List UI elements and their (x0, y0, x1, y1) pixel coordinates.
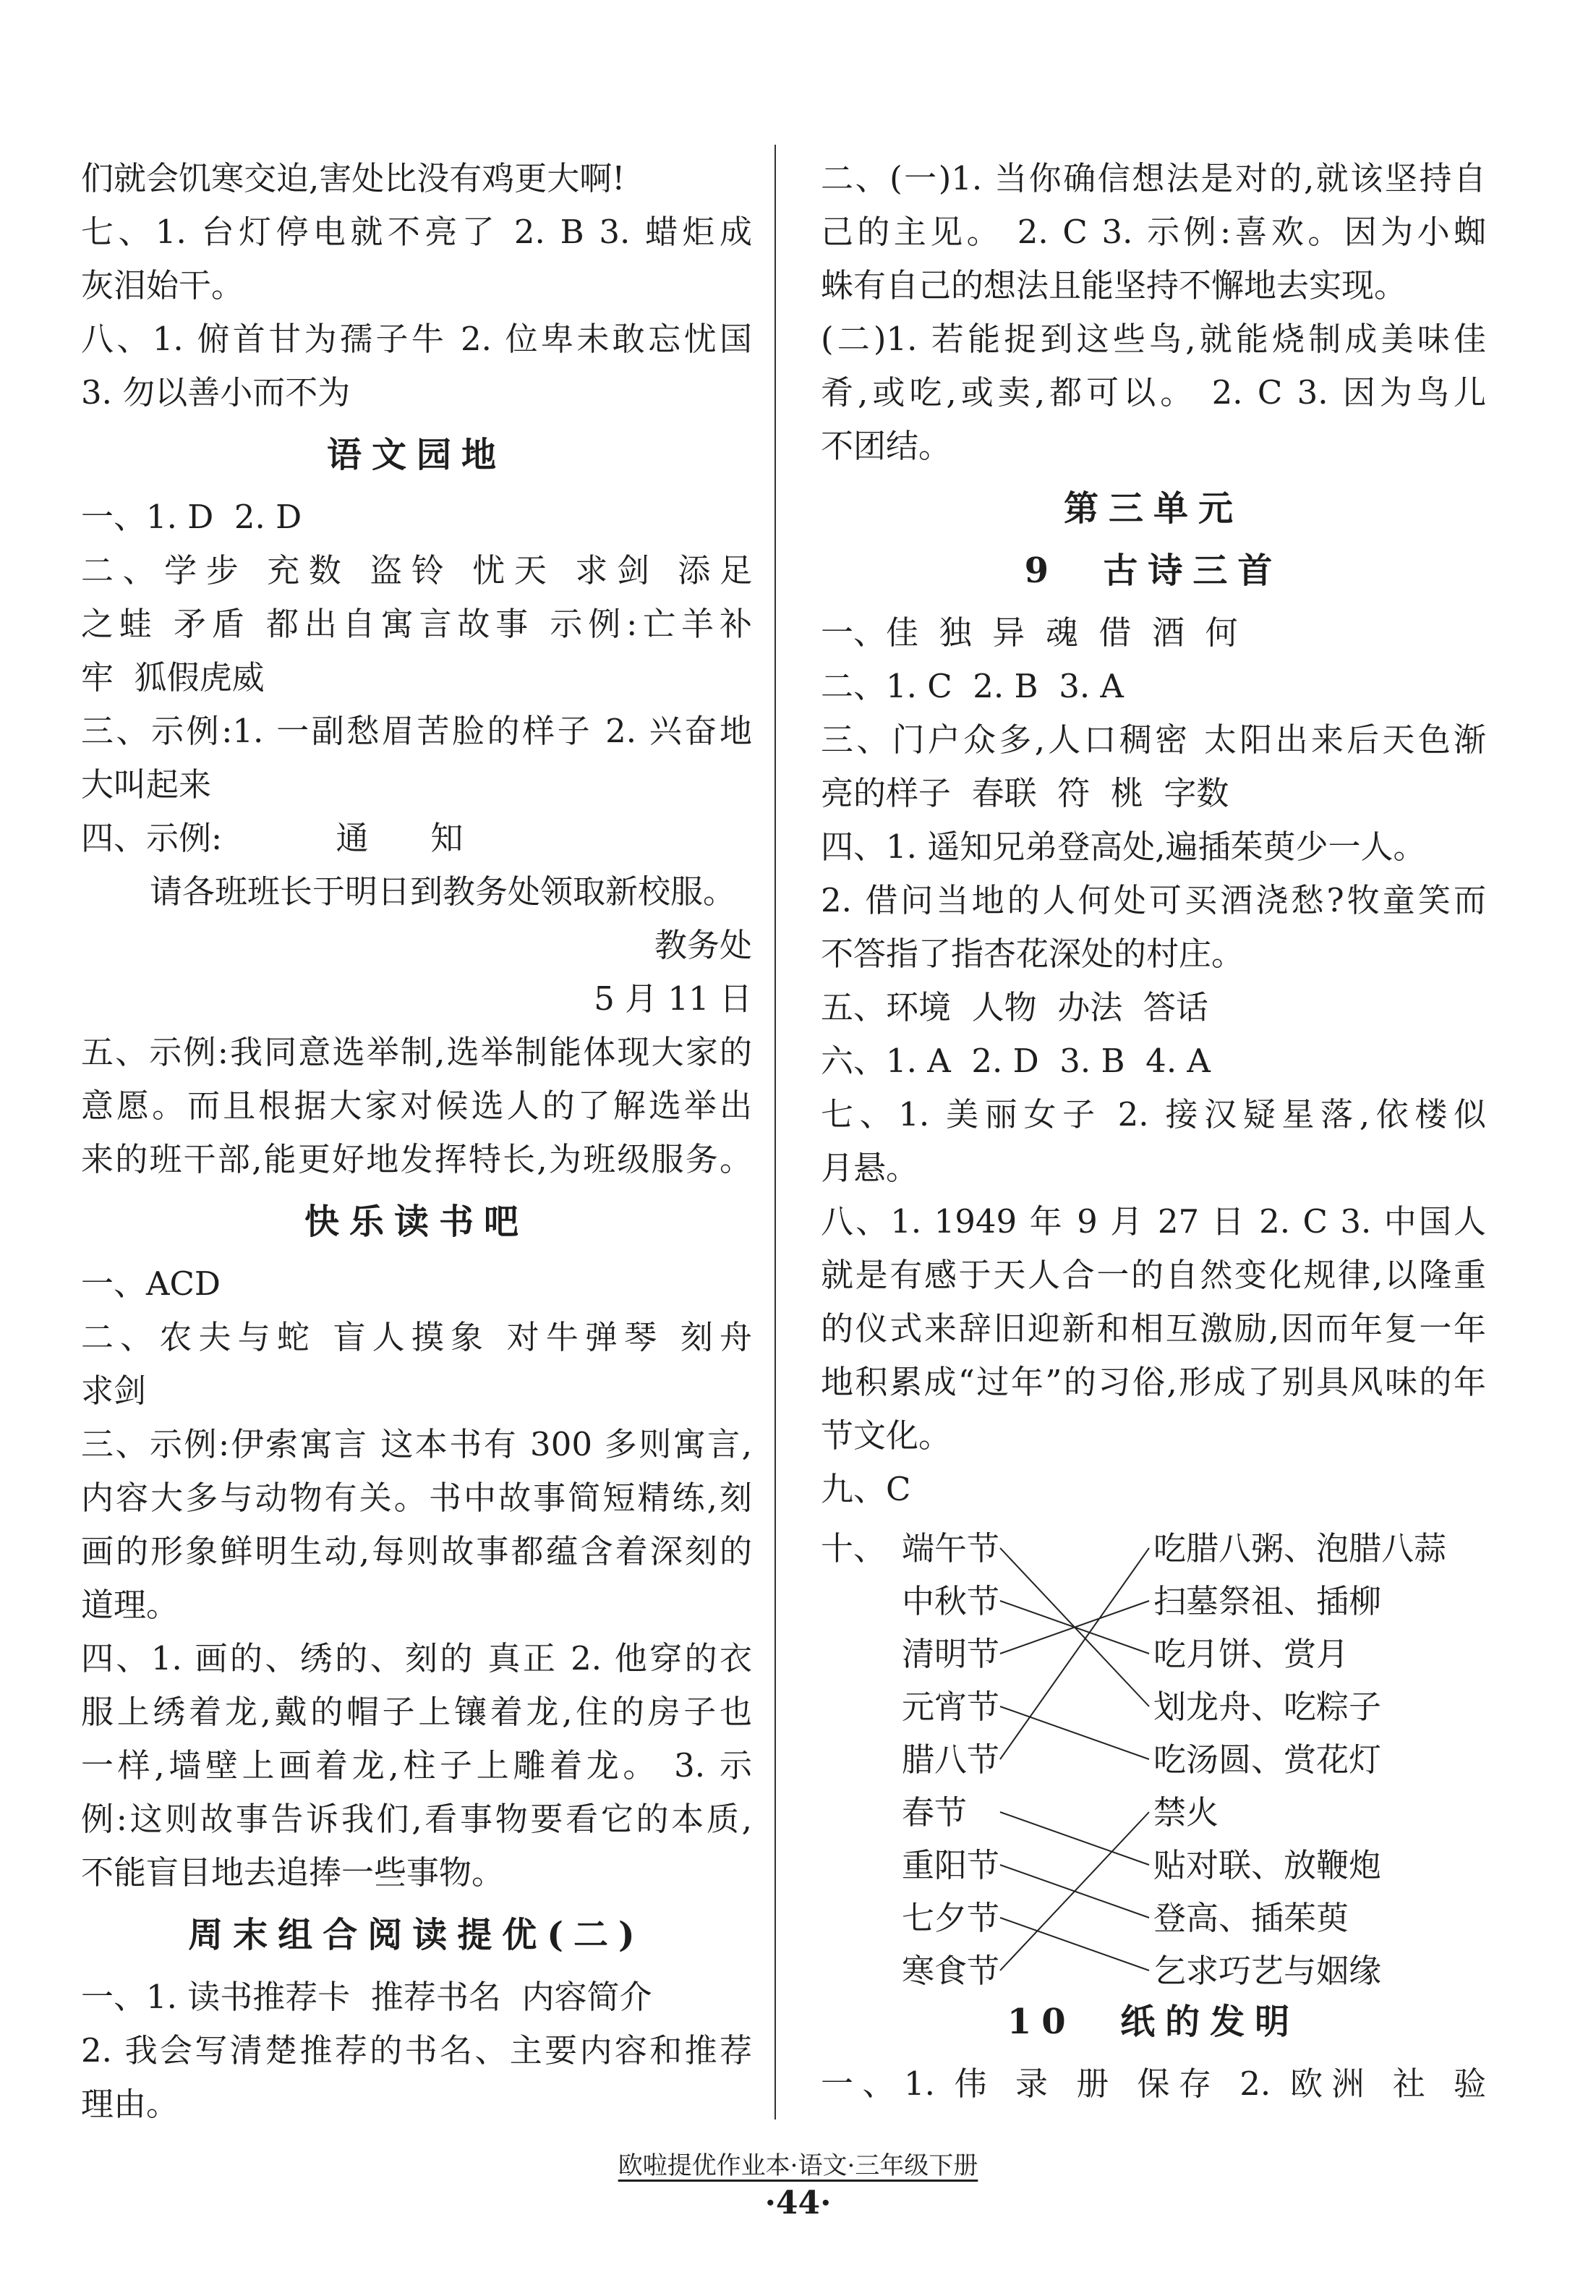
answer-line: 地积累成“过年”的习俗,形成了别具风味的年 (821, 1363, 1486, 1401)
answer-line: 牢 狐假虎威 (81, 658, 265, 697)
answer-line: 之蛙 矛盾 都出自寓言故事 示例:亡羊补 (81, 605, 752, 643)
answer-line: 七、1. 台灯停电就不亮了 2. B 3. 蜡炬成 (81, 213, 752, 251)
answer-line: 例:这则故事告诉我们,看事物要看它的本质, (81, 1800, 752, 1838)
answer-line: 2. 我会写清楚推荐的书名、主要内容和推荐 (81, 2031, 752, 2070)
answer-line: 们就会饥寒交迫,害处比没有鸡更大啊! (81, 159, 626, 197)
question-number: 十、 (821, 1529, 887, 1568)
answer-line: 八、1. 俯首甘为孺子牛 2. 位卑未敢忘忧国 (81, 320, 752, 358)
answer-line: 求剑 (81, 1372, 147, 1410)
right-column-bottom (821, 1995, 1486, 2111)
right-column-top (821, 152, 1486, 1516)
answer-line: 四、示例: 通 知 (81, 819, 464, 857)
answer-line: 五、示例:我同意选举制,选举制能体现大家的 (81, 1033, 752, 1071)
section-heading: 第三单元 (1063, 488, 1243, 529)
answer-line: 九、C (821, 1470, 911, 1508)
answer-line: 灰泪始干。 (81, 266, 244, 305)
matching-lines (821, 1516, 1486, 1986)
custom-label: 乞求巧艺与姻缘 (1153, 1952, 1382, 1990)
right-column (821, 152, 1486, 2111)
answer-line: 请各班班长于明日到教务处领取新校服。 (150, 872, 736, 911)
answer-line: 蛛有自己的想法且能坚持不懈地去实现。 (821, 266, 1407, 305)
answer-line: 内容大多与动物有关。书中故事简短精练,刻 (81, 1479, 752, 1517)
custom-label: 划龙舟、吃粽子 (1153, 1688, 1382, 1726)
festival-label: 重阳节 (902, 1846, 1000, 1884)
festival-matching-exercise (821, 1516, 1486, 1990)
answer-line: 四、1. 遥知兄弟登高处,遍插茱萸少一人。 (821, 828, 1426, 866)
answer-line: 画的形象鲜明生动,每则故事都蕴含着深刻的 (81, 1532, 752, 1570)
match-line (1000, 1918, 1149, 1970)
answer-line: 一、ACD (81, 1264, 221, 1303)
answer-line: 三、示例:伊索寓言 这本书有 300 多则寓言, (81, 1425, 752, 1463)
match-line (1000, 1706, 1149, 1759)
answer-line: 意愿。而且根据大家对候选人的了解选举出 (81, 1087, 752, 1125)
custom-label: 登高、插茱萸 (1153, 1899, 1349, 1937)
answer-line: 理由。 (81, 2085, 179, 2123)
answer-line: 一、佳 独 异 魂 借 酒 何 (821, 613, 1238, 652)
answer-line: 一、1. D 2. D (81, 498, 302, 536)
festival-label: 春节 (902, 1793, 968, 1832)
festival-label: 元宵节 (902, 1688, 1000, 1726)
answer-line: 八、1. 1949 年 9 月 27 日 2. C 3. 中国人 (821, 1202, 1486, 1241)
custom-label: 禁火 (1153, 1793, 1219, 1832)
section-heading: 语文园地 (326, 435, 506, 475)
answer-line: 二、农夫与蛇 盲人摸象 对牛弹琴 刻舟 (81, 1318, 752, 1356)
match-line (1000, 1548, 1149, 1759)
answer-line: 教务处 (654, 926, 752, 964)
answer-line: 三、示例:1. 一副愁眉苦脸的样子 2. 兴奋地 (81, 712, 752, 750)
answer-line: 不团结。 (821, 427, 952, 465)
answer-line: 一样,墙壁上画着龙,柱子上雕着龙。 3. 示 (81, 1746, 752, 1785)
left-column (81, 152, 752, 2131)
answer-line: 道理。 (81, 1586, 179, 1624)
festival-label: 清明节 (902, 1635, 1000, 1673)
answer-line: 大叫起来 (81, 765, 212, 804)
answer-line: 服上绣着龙,戴的帽子上镶着龙,住的房子也 (81, 1693, 752, 1731)
answer-line: 二、(一)1. 当你确信想法是对的,就该坚持自 (821, 159, 1486, 197)
answer-line: 己的主见。 2. C 3. 示例:喜欢。因为小蜘 (821, 213, 1486, 251)
answer-line: 六、1. A 2. D 3. B 4. A (821, 1042, 1211, 1080)
footer (0, 2146, 1596, 2181)
section-heading: 10 纸的发明 (1007, 2002, 1300, 2042)
answer-line: 肴,或吃,或卖,都可以。 2. C 3. 因为鸟儿 (821, 373, 1486, 412)
column-divider (774, 145, 776, 2119)
answer-line: 月悬。 (821, 1149, 919, 1187)
answer-line: 五、环境 人物 办法 答话 (821, 988, 1208, 1026)
answer-line: 不答指了指杏花深处的村庄。 (821, 935, 1245, 973)
answer-line: 二、学步 充数 盗铃 忧天 求剑 添足 (81, 551, 752, 590)
answer-line: 3. 勿以善小而不为 (81, 373, 351, 412)
section-heading: 周末组合阅读提优(二) (188, 1915, 645, 1955)
custom-label: 吃汤圆、赏花灯 (1153, 1740, 1382, 1779)
answer-line: 的仪式来辞旧迎新和相互激励,因而年复一年 (821, 1309, 1486, 1348)
answer-line: 5 月 11 日 (594, 979, 752, 1018)
answer-line: 七、1. 美丽女子 2. 接汉疑星落,依楼似 (821, 1095, 1486, 1134)
answer-line: 2. 借问当地的人何处可买酒浇愁?牧童笑而 (821, 881, 1486, 919)
answer-line: 就是有感于天人合一的自然变化规律,以隆重 (821, 1256, 1486, 1294)
festival-label: 中秋节 (902, 1582, 1000, 1620)
answer-line: 不能盲目地去追捧一些事物。 (81, 1853, 505, 1892)
festival-label: 寒食节 (902, 1952, 1000, 1990)
custom-label: 贴对联、放鞭炮 (1153, 1846, 1382, 1884)
festival-label: 腊八节 (902, 1740, 1000, 1779)
match-line (1000, 1812, 1149, 1970)
answer-line: 二、1. C 2. B 3. A (821, 667, 1124, 705)
answer-line: (二)1. 若能捉到这些鸟,就能烧制成美味佳 (821, 320, 1486, 358)
answer-line: 四、1. 画的、绣的、刻的 真正 2. 他穿的衣 (81, 1639, 752, 1678)
custom-label: 扫墓祭祖、插柳 (1153, 1582, 1382, 1620)
answer-line: 来的班干部,能更好地发挥特长,为班级服务。 (81, 1140, 752, 1178)
festival-label: 端午节 (902, 1529, 1000, 1568)
book-title: 欧啦提优作业本·语文·三年级下册 (618, 2151, 978, 2180)
match-line (1000, 1812, 1149, 1865)
festival-label: 七夕节 (902, 1899, 1000, 1937)
page-number: ·44· (764, 2185, 832, 2221)
answer-line: 节文化。 (821, 1416, 952, 1455)
answer-line: 亮的样子 春联 符 桃 字数 (821, 774, 1229, 812)
section-heading: 快乐读书吧 (304, 1202, 529, 1242)
answer-line: 三、门户众多,人口稠密 太阳出来后天色渐 (821, 720, 1486, 759)
section-heading: 9 古诗三首 (1024, 550, 1283, 591)
answer-line: 一、1. 读书推荐卡 推荐书名 内容简介 (81, 1978, 652, 2016)
custom-label: 吃腊八粥、泡腊八蒜 (1153, 1529, 1447, 1568)
custom-label: 吃月饼、赏月 (1153, 1635, 1349, 1673)
answer-line: 一、1. 伟 录 册 保存 2. 欧洲 社 验 (821, 2065, 1486, 2103)
